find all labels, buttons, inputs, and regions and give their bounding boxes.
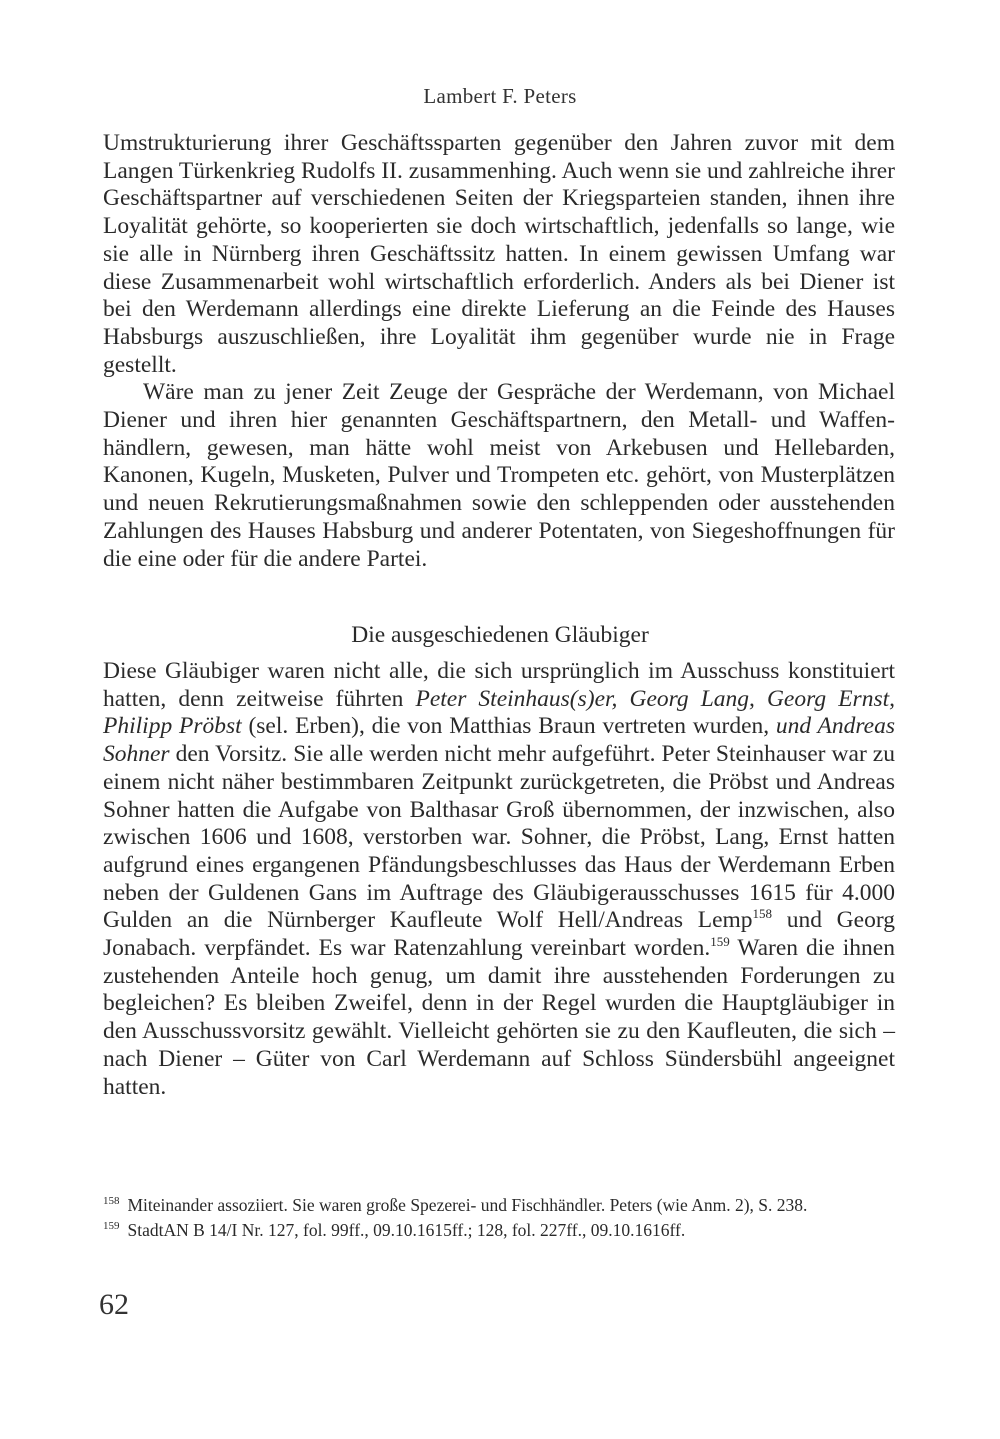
italic-names: Peter Steinhaus(s)er, Georg Lang, Georg Ernst, Philipp Pröbst bbox=[103, 685, 895, 740]
footnote-number: 158 bbox=[103, 1195, 120, 1208]
paragraph-2: Wäre man zu jener Zeit Zeuge der Gespräche der Werdemann, von Michael Diener und ihren hier genannten Geschäftspartnern, den Metall- und Waffenhändlern, gewesen, man hätte wohl meist von Arkebusen und Hellebarden, Kanonen, Kugeln, Musketen, Pulver und Trompeten etc. gehört, von Musterplätzen und neuen Rekrutierungsmaßnahmen sowie den schleppenden oder ausstehenden Zahlungen des Hauses Habsburg und anderer Potentaten, von Siegeshoffnungen für die eine oder für die andere Partei. bbox=[103, 379, 895, 572]
italic-name: und Andreas Sohner bbox=[103, 713, 895, 768]
page-number: 62 bbox=[99, 1288, 129, 1321]
paragraph-3 bbox=[103, 658, 895, 1101]
text-run: den Vorsitz. Sie alle werden nicht mehr aufgeführt. Peter Steinhauser war zu einem nicht näher bestimmbaren Zeitpunkt zurückgetreten, die Pröbst und Andreas Sohner hatten die Aufgabe von Balthasar Groß übernommen, der inzwischen, also zwischen 1606 und 1608, verstorben war. Sohner, die Pröbst, Lang, Ernst hatten aufgrund eines ergangenen Pfändungsbeschlusses das Haus der Werdemann Erben neben der Guldenen Gans im Auftrage des Gläubigerausschusses 1615 für 4.000 Gulden an die Nürnberger Kaufleute Wolf Hell/Andreas Lemp bbox=[103, 741, 895, 934]
body-text-section bbox=[103, 658, 895, 1101]
footnote-number: 159 bbox=[103, 1220, 120, 1233]
text-run: (sel. Erben), die von Matthias Braun vertreten wurden, bbox=[241, 713, 776, 740]
text-run: Waren die ihnen zustehenden Anteile hoch genug, um damit ihre ausstehenden Forderungen zu begleichen? Es bleiben Zweifel, denn in der Regel wurden die Hauptgläubiger in den Ausschussvorsitz gewählt. Vielleicht gehörten sie zu den Kaufleuten, die sich – nach Diener – Güter von Carl Werdemann auf Schloss Sündersbühl angeeignet hatten. bbox=[103, 935, 895, 1100]
paragraph-1: Umstrukturierung ihrer Geschäftssparten gegenüber den Jahren zuvor mit dem Langen Türkenkrieg Rudolfs II. zusammenhing. Auch wenn sie und zahlreiche ihrer Geschäftspartner auf verschiedenen Seiten der Kriegsparteien standen, ihnen ihre Loyalität gehörte, so kooperierten sie doch wirtschaftlich, jedenfalls so lange, wie sie alle in Nürnberg ihren Geschäftssitz hatten. In einem gewissen Umfang war diese Zusammenarbeit wohl wirtschaftlich erforderlich. Anders als bei Diener ist bei den Werdemann allerdings eine direkte Lieferung an die Feinde des Hauses Habsburgs auszuschließen, ihre Loyalität ihm gegenüber wurde nie in Frage gestellt. bbox=[103, 130, 895, 378]
section-heading: Die ausgeschiedenen Gläubiger bbox=[351, 622, 649, 648]
footnote-159 bbox=[103, 1219, 895, 1242]
body-text-top bbox=[103, 130, 895, 573]
footnote-text: StadtAN B 14/I Nr. 127, fol. 99ff., 09.10.1615ff.; 128, fol. 227ff., 09.10.1616ff. bbox=[127, 1220, 686, 1240]
text-run: und Georg Jonabach. verpfändet. Es war Ratenzahlung vereinbart worden. bbox=[103, 907, 895, 962]
running-head: Lambert F. Peters bbox=[423, 84, 577, 108]
footnote-ref-158: 158 bbox=[752, 906, 773, 922]
footnote-158 bbox=[103, 1194, 895, 1217]
footnotes bbox=[103, 1194, 895, 1244]
footnote-ref-159: 159 bbox=[710, 934, 730, 950]
footnote-text: Miteinander assoziiert. Sie waren große Spezerei- und Fischhändler. Peters (wie Anm. 2), S. 238. bbox=[127, 1195, 808, 1215]
text-run: Diese Gläubiger waren nicht alle, die sich ursprünglich im Ausschuss konstituiert hatten, denn zeitweise führten bbox=[103, 658, 895, 712]
